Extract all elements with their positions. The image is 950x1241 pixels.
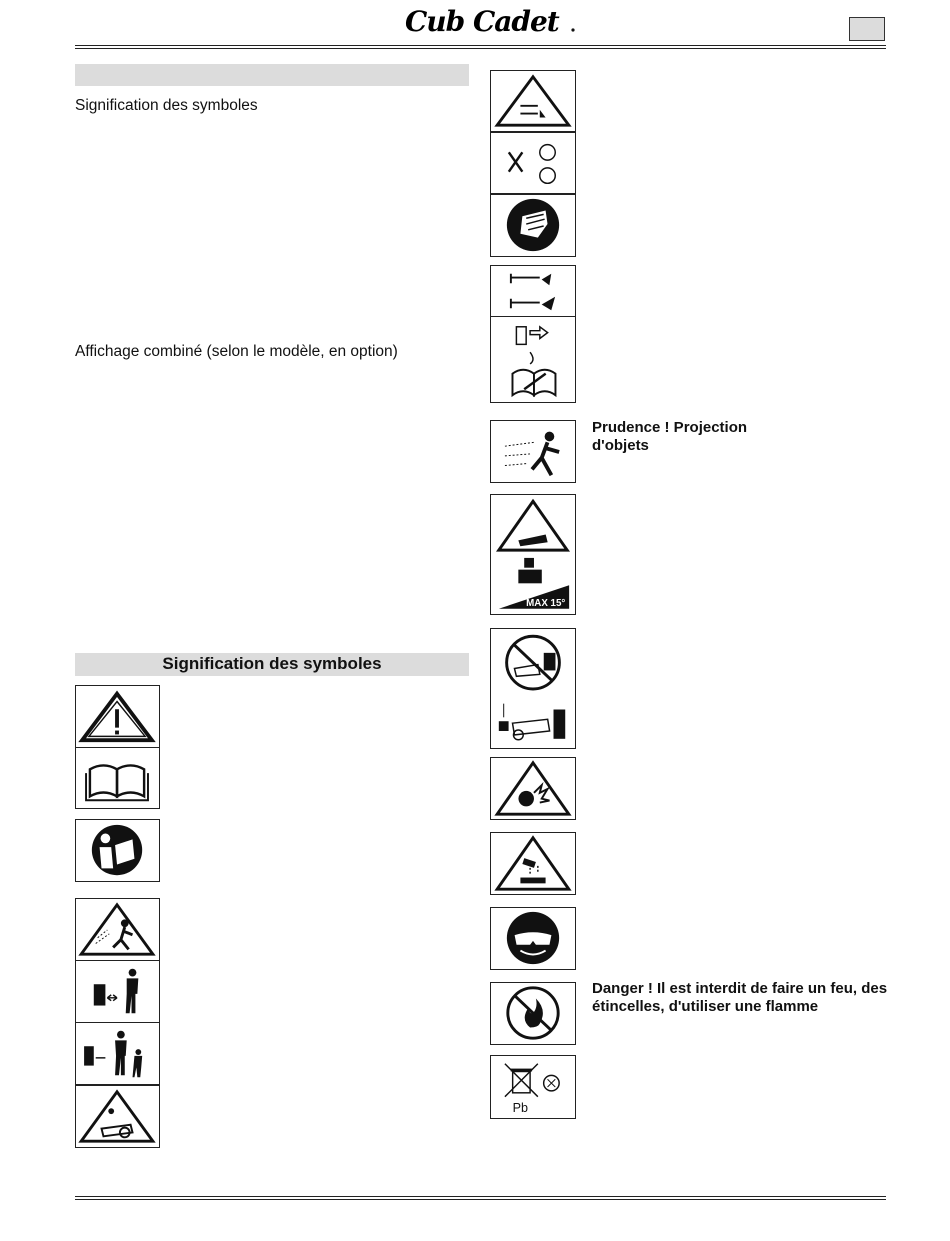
- no-mower-transport-icon: [490, 628, 576, 749]
- thrown-objects-triangle-icon: [75, 898, 160, 961]
- blade-engage-icon: [490, 265, 576, 317]
- footer-rule-2: [75, 1199, 886, 1200]
- left-header-bar: [75, 64, 469, 86]
- combined-display-text: Affichage combiné (selon le modèle, en option): [75, 343, 398, 360]
- brand-name: Cub Cadet: [405, 5, 559, 38]
- explosion-warning-icon: [490, 757, 576, 820]
- manual-book-icon: [75, 747, 160, 809]
- pb-label: Pb: [512, 1101, 529, 1116]
- rotating-blades-icon: [490, 132, 576, 194]
- fire-danger-label: Danger ! Il est interdit de faire un feu, des étincelles, d'utiliser une flamme: [592, 980, 888, 1015]
- slope-max-label: MAX 15°: [526, 597, 566, 609]
- keep-distance-icon: [75, 960, 160, 1023]
- projection-label: Prudence ! Projection d'objets: [592, 419, 748, 454]
- section-title: Signification des symboles: [75, 653, 469, 676]
- footer-rule: [75, 1196, 886, 1197]
- battery-disposal-icon: [490, 1055, 576, 1119]
- rollover-triangle-icon: [75, 1085, 160, 1148]
- keep-children-distance-icon: [75, 1022, 160, 1085]
- hand-protection-icon: [490, 194, 576, 257]
- read-manual-icon: [75, 819, 160, 882]
- no-fire-icon: [490, 982, 576, 1045]
- brand-logo: [400, 2, 580, 42]
- symbols-intro: Signification des symboles: [75, 97, 258, 114]
- blade-hazard-triangle-icon: [490, 70, 576, 132]
- corrosive-warning-icon: [490, 832, 576, 895]
- slope-rollover-icon: [490, 494, 576, 615]
- page-number-box: [849, 17, 885, 41]
- eye-protection-icon: [490, 907, 576, 970]
- header-rule-2: [75, 48, 886, 49]
- thrown-object-person-icon: [490, 420, 576, 483]
- header-rule: [75, 45, 886, 46]
- warning-triangle-icon: [75, 685, 160, 748]
- maintenance-manual-icon: [490, 316, 576, 403]
